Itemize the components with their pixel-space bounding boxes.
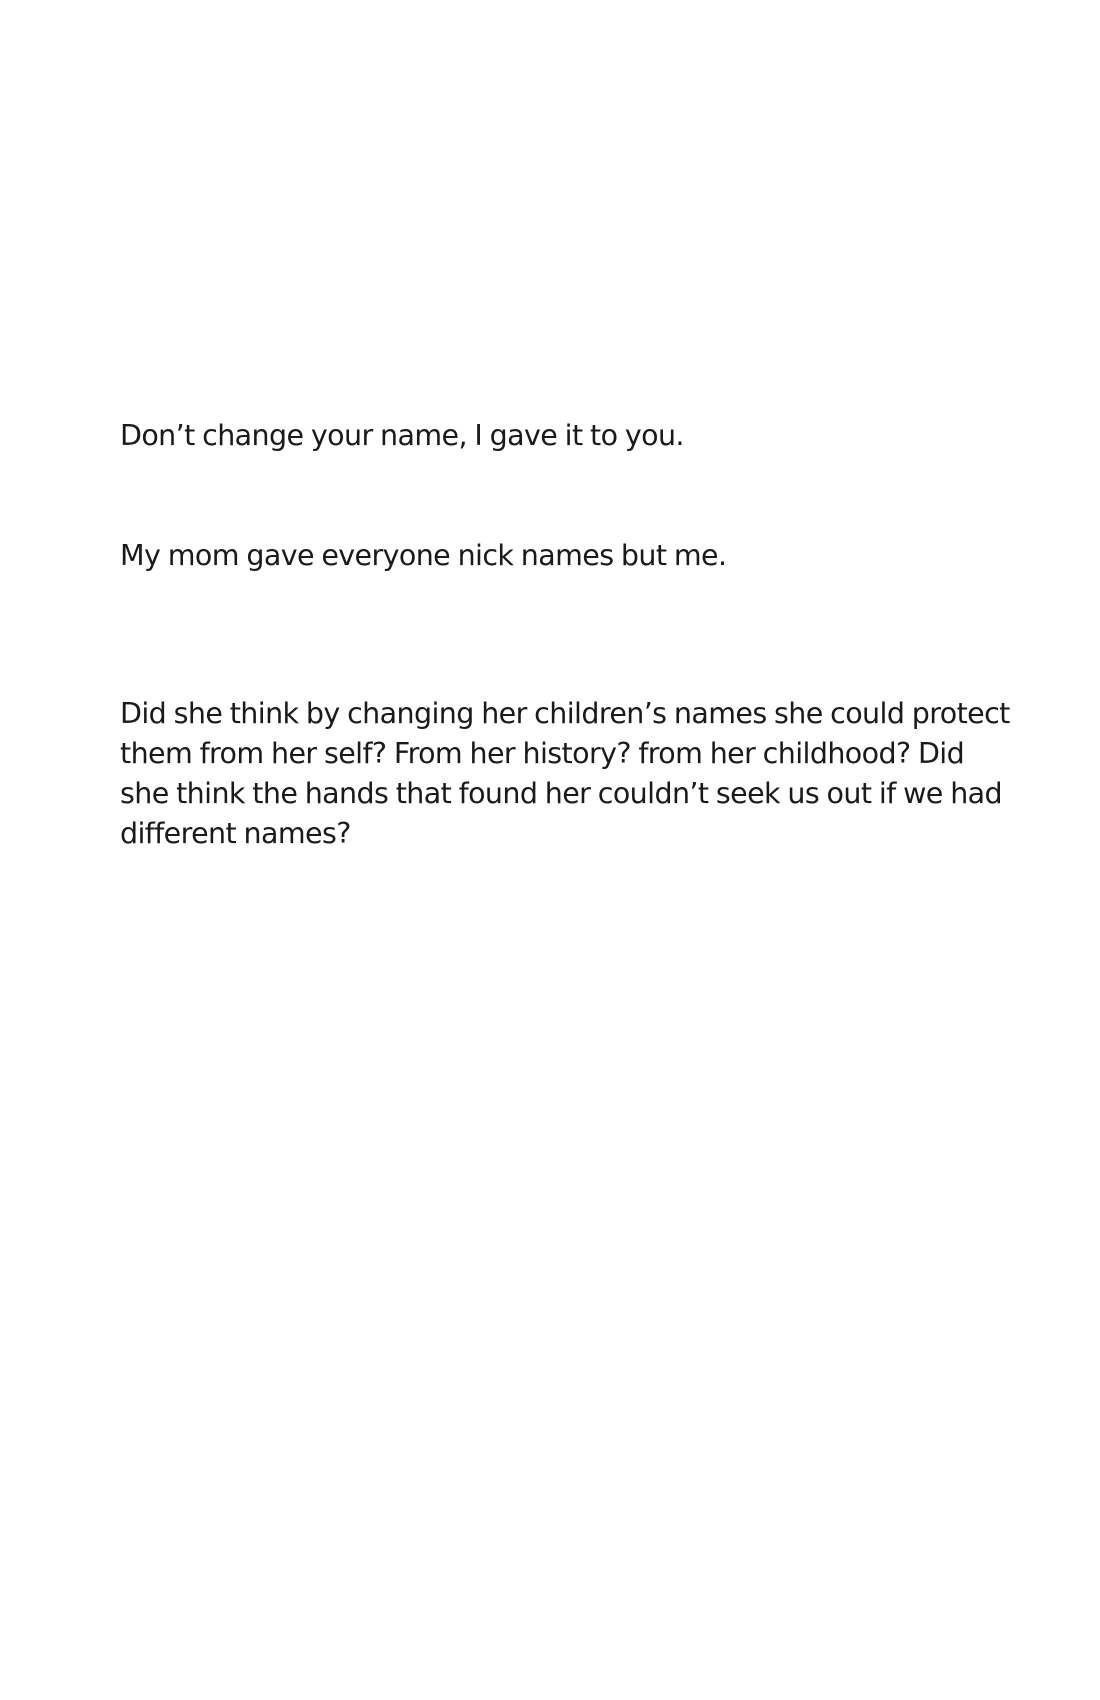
paragraph-nick-names <box>120 536 1020 576</box>
text-line: them from her self? From her history? from her childhood? Did <box>120 737 965 770</box>
text-line: Did she think by changing her children’s names she could protect <box>120 697 1010 730</box>
text-line: My mom gave everyone nick names but me. <box>120 539 727 572</box>
text-line: different names? <box>120 817 351 850</box>
text-line: Don’t change your name, I gave it to you. <box>120 419 684 452</box>
text-line: she think the hands that found her couldn’t seek us out if we had <box>120 777 1003 810</box>
paragraph-questions <box>120 694 1020 854</box>
paragraph-name-quote <box>120 416 1020 456</box>
